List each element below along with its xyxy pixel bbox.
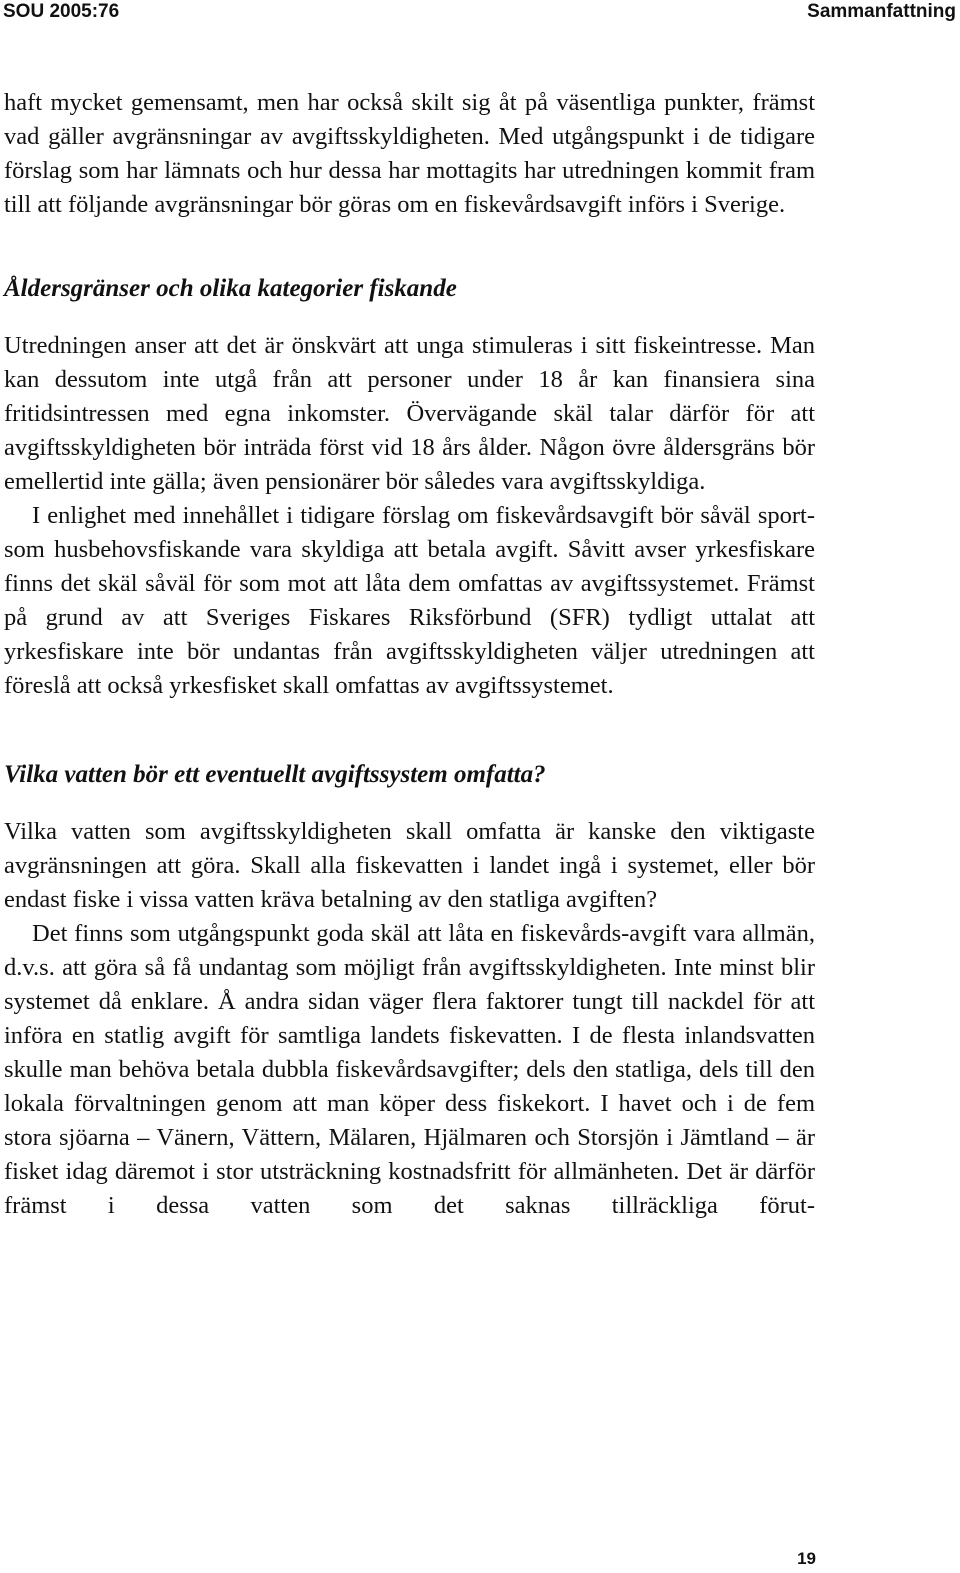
intro-paragraph: haft mycket gemensamt, men har också skilt sig åt på väsentliga punkter, främst vad gäller avgränsningar av avgiftsskyldigheten. Med utgångspunkt i de tidigare förslag som har lämnats och hur dessa har mottagits har utredningen kommit fram till att följande avgränsningar bör göras om en fiskevårdsavgift införs i Sverige. xyxy=(4,89,815,218)
body-paragraph: I enlighet med innehållet i tidigare förslag om fiskevårdsavgift bör såväl sport- som husbehovsfiskande vara skyldiga att betala avgift. Såvitt avser yrkesfiskare finns det skäl såväl för som mot att låta dem omfattas av avgiftssystemet. Främst på grund av att Sveriges Fiskares Riksförbund (SFR) tydligt uttalat att yrkesfiskare inte bör undantas från avgiftsskyldigheten väljer utredningen att föreslå att också yrkesfisket skall omfattas av avgiftssystemet. xyxy=(4,502,815,699)
page-number: 19 xyxy=(797,1549,816,1568)
spacer xyxy=(4,222,815,272)
section-heading-waters: Vilka vatten bör ett eventuellt avgiftssystem omfatta? xyxy=(4,761,546,788)
running-header xyxy=(0,0,960,26)
body-paragraph: Utredningen anser att det är önskvärt att unga stimuleras i sitt fiskeintresse. Man kan dessutom inte utgå från att personer under 18 år kan finansiera sina fritidsintressen med egna inkomster. Övervägande skäl talar därför för att avgiftsskyldigheten bör inträda först vid 18 års ålder. Någon övre åldersgräns bör emellertid inte gälla; även pensionärer bör således vara avgiftsskyldiga. xyxy=(4,332,815,495)
chapter-title: Sammanfattning xyxy=(807,1,956,22)
spacer xyxy=(4,703,815,758)
body-paragraph: Det finns som utgångspunkt goda skäl att låta en fiskevårds-avgift vara allmän, d.v.s. att göra så få undantag som möjligt från avgiftsskyldigheten. Inte minst blir systemet då enklare. Å andra sidan väger flera faktorer tungt till nackdel för att införa en statlig avgift för samtliga landets fiskevatten. I de flesta inlandsvatten skulle man behöva betala dubbla fiskevårdsavgifter; dels den statliga, dels till den lokala förvaltningen genom att man köper dess fiskekort. I havet och i de fem stora sjöarna – Vänern, Vättern, Mälaren, Hjälmaren och Storsjön i Jämtland – är fisket idag däremot i stor utsträckning kostnadsfritt för allmänheten. Det är därför främst i dessa vatten som det saknas tillräckliga förut- xyxy=(4,920,815,1219)
spacer xyxy=(4,306,815,329)
body-paragraph: Vilka vatten som avgiftsskyldigheten skall omfatta är kanske den viktigaste avgränsningen att göra. Skall alla fiskevatten i landet ingå i systemet, eller bör endast fiske i vissa vatten kräva betalning av den statliga avgiften? xyxy=(4,818,815,913)
section-heading-age-limits: Åldersgränser och olika kategorier fiskande xyxy=(4,275,457,302)
page-body xyxy=(4,86,815,1223)
spacer xyxy=(4,792,815,815)
document-reference: SOU 2005:76 xyxy=(3,1,120,22)
